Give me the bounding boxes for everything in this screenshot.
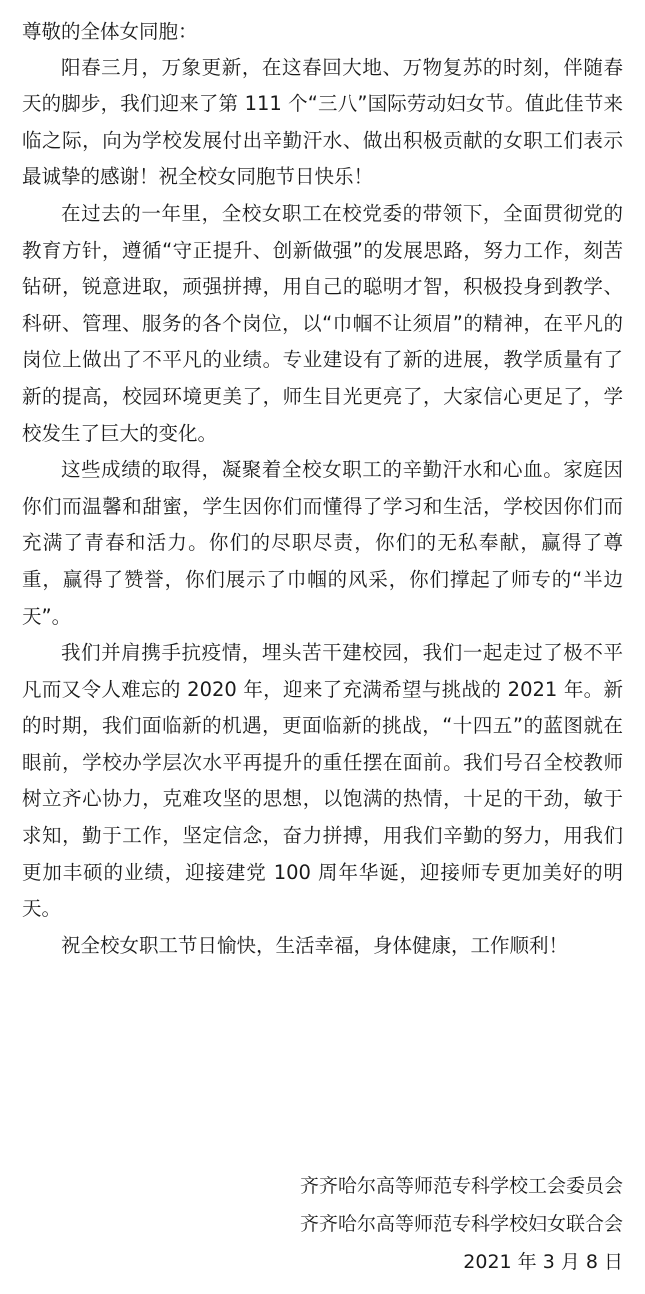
salutation: 尊敬的全体女同胞： bbox=[22, 20, 198, 43]
letter-body bbox=[22, 14, 623, 964]
paragraph-achievements: 在过去的一年里，全校女职工在校党委的带领下，全面贯彻党的教育方针，遵循“守正提升、创新做强”的发展思路，努力工作，刻苦钻研，锐意进取，顽强拼搏，用自己的聪明才智，积极投身到教学、科研、管理、服务的各个岗位，以“巾帼不让须眉”的精神，在平凡的岗位上做出了不平凡的业绩。专业建设有了新的进展，教学质量有了新的提高，校园环境更美了，师生目光更亮了，大家信心更足了，学校发生了巨大的变化。 bbox=[22, 201, 623, 445]
paragraph-greeting: 阳春三月，万象更新，在这春回大地、万物复苏的时刻，伴随春天的脚步，我们迎来了第 111 个“三八”国际劳动妇女节。值此佳节来临之际，向为学校发展付出辛勤汗水、做出积极贡献的女职工们表示最诚挚的感谢！祝全校女同胞节日快乐！ bbox=[22, 55, 623, 189]
paragraph-closing-wish: 祝全校女职工节日愉快，生活幸福，身体健康，工作顺利！ bbox=[61, 933, 569, 957]
paragraph-contributions: 这些成绩的取得，凝聚着全校女职工的辛勤汗水和心血。家庭因你们而温馨和甜蜜，学生因你们而懂得了学习和生活，学校因你们而充满了青春和活力。你们的尽职尽责，你们的无私奉献，赢得了尊重，赢得了赞誉，你们展示了巾帼的风采，你们撑起了师专的“半边天”。 bbox=[22, 458, 623, 628]
signature-org-womens-federation: 齐齐哈尔高等师范专科学校妇女联合会 bbox=[299, 1213, 623, 1235]
signature-date: 2021 年 3 月 8 日 bbox=[463, 1251, 623, 1273]
signature-block bbox=[300, 1167, 623, 1281]
signature-org-union: 齐齐哈尔高等师范专科学校工会委员会 bbox=[299, 1175, 623, 1197]
paragraph-future: 我们并肩携手抗疫情，埋头苦干建校园，我们一起走过了极不平凡而又令人难忘的 2020 年，迎来了充满希望与挑战的 2021 年。新的时期，我们面临新的机遇，更面临新的挑战，“十四五”的蓝图就在眼前，学校办学层次水平再提升的重任摆在面前。我们号召全校教师树立齐心协力，克难攻坚的思想，以饱满的热情，十足的干劲，敏于求知，勤于工作，坚定信念，奋力拼搏，用我们辛勤的努力，用我们更加丰硕的业绩，迎接建党 100 周年华诞，迎接师专更加美好的明天。 bbox=[22, 641, 623, 921]
